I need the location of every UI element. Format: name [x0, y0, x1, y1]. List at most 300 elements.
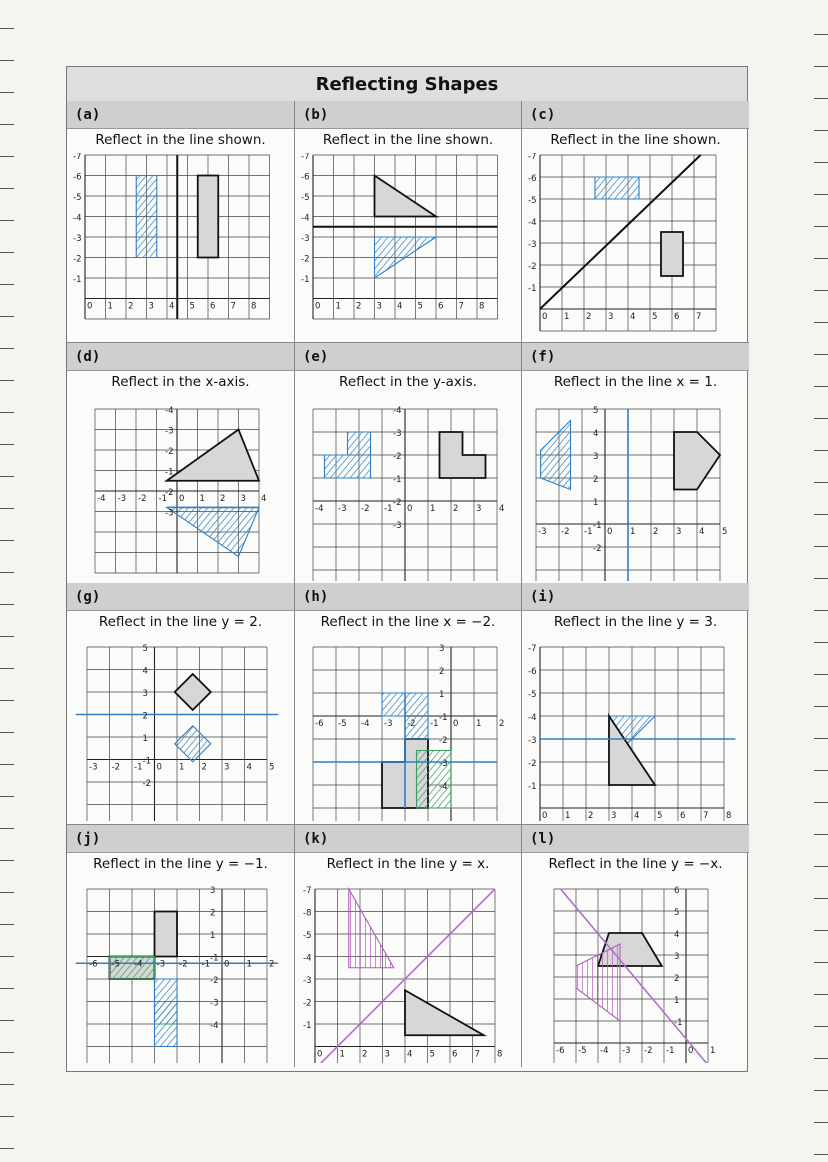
y-tick-label: 3 — [210, 886, 216, 896]
x-tick-label: 4 — [397, 301, 403, 312]
y-tick-label: -5 — [301, 193, 310, 203]
x-tick-label: 1 — [630, 527, 636, 537]
edge-tick — [0, 700, 14, 701]
x-tick-label: 3 — [476, 504, 482, 514]
edge-tick — [814, 578, 828, 579]
x-tick-label: 2 — [586, 312, 592, 322]
exercise-letter: (a) — [67, 101, 294, 129]
x-tick-label: -3 — [338, 504, 347, 514]
x-tick-label: 3 — [148, 301, 154, 312]
y-tick-label: -2 — [301, 254, 310, 265]
reflected-shape — [541, 421, 571, 490]
x-tick-label: -3 — [384, 719, 393, 729]
x-tick-label: -4 — [315, 504, 324, 514]
x-tick-label: -3 — [117, 494, 126, 504]
x-tick-label: 8 — [251, 301, 257, 312]
y-tick-label: -1 — [142, 756, 151, 767]
y-tick-label: -6 — [73, 172, 82, 183]
exercise-letter: (e) — [295, 343, 521, 371]
y-tick-label: -1 — [393, 475, 402, 485]
y-tick-label: -5 — [528, 196, 537, 206]
x-tick-label: 6 — [680, 811, 686, 821]
y-tick-label: -1 — [301, 275, 310, 285]
y-tick-label: 3 — [439, 644, 445, 654]
x-tick-label: 4 — [407, 1049, 413, 1060]
y-tick-label: -7 — [301, 153, 310, 162]
x-tick-label: -5 — [578, 1046, 587, 1056]
reflected-shape — [155, 979, 178, 1047]
exercise-cell — [295, 583, 522, 825]
coordinate-grid — [67, 153, 295, 339]
exercise-instruction: Reflect in the line x = 1. — [553, 374, 718, 390]
edge-tick — [0, 924, 14, 925]
y-tick-label: 5 — [674, 908, 680, 918]
y-tick-label: -4 — [73, 213, 82, 224]
y-tick-label: -1 — [593, 521, 602, 531]
x-tick-label: 3 — [676, 527, 682, 537]
worksheet-title: Reflecting Shapes — [67, 67, 747, 102]
y-tick-label: -2 — [210, 976, 219, 986]
x-tick-label: -1 — [384, 504, 393, 514]
y-tick-label: -2 — [303, 998, 312, 1009]
x-tick-label: 3 — [240, 494, 246, 504]
y-tick-label: -1 — [528, 284, 537, 294]
y-tick-label: 1 — [674, 996, 680, 1006]
edge-tick — [814, 738, 828, 739]
y-tick-label: -3 — [301, 234, 310, 244]
y-tick-label: 1 — [439, 690, 445, 700]
x-tick-label: -1 — [158, 494, 167, 504]
edge-tick — [814, 546, 828, 547]
y-tick-label: -2 — [142, 779, 151, 789]
y-tick-label: -3 — [210, 998, 219, 1009]
x-tick-label: 3 — [376, 301, 382, 312]
y-tick-label: -4 — [439, 782, 448, 792]
y-tick-label: -3 — [393, 521, 402, 531]
exercise-instruction: Reflect in the line y = 3. — [553, 614, 718, 630]
y-tick-label: 2 — [674, 974, 680, 984]
y-tick-label: -3 — [303, 976, 312, 986]
coordinate-grid — [522, 877, 749, 1063]
x-tick-label: -6 — [315, 719, 324, 729]
y-tick-label: -1 — [674, 1018, 683, 1028]
edge-tick — [814, 66, 828, 67]
x-tick-label: 8 — [497, 1049, 503, 1060]
x-tick-label: 0 — [407, 504, 413, 514]
reflected-shape — [349, 889, 394, 968]
y-tick-label: -2 — [165, 447, 174, 457]
y-tick-label: -8 — [303, 908, 312, 919]
exercise-cell — [295, 101, 522, 343]
edge-tick — [0, 1052, 14, 1053]
edge-tick — [814, 674, 828, 675]
x-tick-label: 2 — [201, 762, 207, 773]
edge-tick — [814, 962, 828, 963]
x-tick-label: 4 — [699, 527, 705, 537]
x-tick-label: -4 — [600, 1046, 609, 1056]
y-tick-label: -1 — [439, 713, 448, 723]
exercise-instruction: Reflect in the line shown. — [322, 132, 494, 148]
exercise-cell — [295, 825, 522, 1067]
x-tick-label: 2 — [362, 1049, 368, 1060]
edge-tick — [814, 834, 828, 835]
y-tick-label: 1 — [142, 734, 148, 744]
x-tick-label: 0 — [542, 312, 548, 322]
exercise-instruction: Reflect in the line y = −1. — [93, 856, 268, 872]
edge-tick — [814, 1154, 828, 1155]
x-tick-label: -6 — [556, 1046, 565, 1056]
exercise-instruction: Reflect in the line shown. — [550, 132, 721, 148]
exercise-cell — [67, 343, 295, 585]
y-tick-label: -4 — [210, 1021, 219, 1031]
x-tick-label: 7 — [474, 1049, 480, 1060]
x-tick-label: -2 — [179, 959, 188, 970]
x-tick-label: 7 — [230, 301, 236, 312]
edge-tick — [814, 34, 828, 35]
x-tick-label: 5 — [657, 811, 663, 821]
edge-tick — [0, 508, 14, 509]
edge-tick — [814, 866, 828, 867]
x-tick-label: 0 — [315, 301, 321, 312]
x-tick-label: 1 — [430, 504, 436, 514]
edge-tick — [0, 92, 14, 93]
y-tick-label: -1 — [210, 953, 219, 964]
x-tick-label: 1 — [339, 1049, 345, 1060]
edge-tick — [0, 476, 14, 477]
x-tick-label: 5 — [189, 301, 195, 312]
x-tick-label: 4 — [169, 301, 175, 312]
edge-tick — [0, 316, 14, 317]
edge-tick — [0, 156, 14, 157]
edge-tick — [814, 322, 828, 323]
edge-tick — [0, 220, 14, 221]
x-tick-label: -1 — [666, 1046, 675, 1056]
y-tick-label: -2 — [393, 452, 402, 462]
edge-tick — [0, 1148, 14, 1149]
y-tick-label: -1 — [73, 275, 82, 285]
edge-tick — [0, 956, 14, 957]
coordinate-grid — [522, 153, 749, 339]
x-tick-label: 0 — [87, 301, 93, 312]
exercise-letter: (j) — [67, 825, 294, 853]
edge-tick — [0, 860, 14, 861]
x-tick-label: -1 — [134, 762, 143, 773]
x-tick-label: 0 — [453, 719, 459, 729]
object-shape — [167, 430, 259, 481]
x-tick-label: 0 — [688, 1046, 694, 1056]
exercise-letter: (f) — [522, 343, 749, 371]
x-tick-label: 0 — [317, 1049, 323, 1060]
x-tick-label: 8 — [726, 811, 732, 821]
coordinate-grid — [295, 395, 522, 581]
y-tick-label: -7 — [73, 153, 82, 162]
object-shape — [198, 176, 219, 258]
edge-tick — [814, 1026, 828, 1027]
exercise-cell — [67, 583, 295, 825]
y-tick-label: -2 — [439, 736, 448, 746]
edge-tick — [0, 444, 14, 445]
edge-tick — [0, 124, 14, 125]
edge-tick — [0, 380, 14, 381]
y-tick-label: -3 — [528, 240, 537, 250]
x-tick-label: 2 — [269, 959, 275, 970]
exercise-letter: (h) — [295, 583, 521, 611]
exercise-cell — [522, 825, 749, 1067]
x-tick-label: 4 — [261, 494, 267, 504]
y-tick-label: 3 — [674, 952, 680, 962]
y-tick-label: -5 — [73, 193, 82, 203]
x-tick-label: 1 — [335, 301, 341, 312]
coordinate-grid — [522, 635, 749, 821]
x-tick-label: 2 — [588, 811, 594, 821]
x-tick-label: -4 — [97, 494, 106, 504]
edge-tick — [814, 1122, 828, 1123]
x-tick-label: 5 — [429, 1049, 435, 1060]
x-tick-label: -6 — [89, 959, 98, 970]
y-tick-label: 1 — [593, 498, 599, 508]
x-tick-label: 4 — [630, 312, 636, 322]
worksheet — [66, 66, 748, 1072]
x-tick-label: 6 — [674, 312, 680, 322]
edge-tick — [0, 732, 14, 733]
x-tick-label: 1 — [199, 494, 205, 504]
edge-tick — [814, 98, 828, 99]
x-tick-label: 1 — [710, 1046, 716, 1056]
edge-tick — [814, 1058, 828, 1059]
x-tick-label: 3 — [224, 762, 230, 773]
x-tick-label: -4 — [361, 719, 370, 729]
coordinate-grid — [67, 635, 295, 821]
x-tick-label: 1 — [476, 719, 482, 729]
x-tick-label: 1 — [179, 762, 185, 773]
y-tick-label: -3 — [439, 759, 448, 769]
y-tick-label: -5 — [528, 690, 537, 700]
y-tick-label: 4 — [593, 429, 599, 439]
y-tick-label: -2 — [593, 544, 602, 554]
x-tick-label: -2 — [644, 1046, 653, 1056]
y-tick-label: -4 — [303, 953, 312, 964]
x-tick-label: 5 — [652, 312, 658, 322]
x-tick-label: 2 — [453, 504, 459, 514]
edge-tick — [814, 994, 828, 995]
x-tick-label: 4 — [499, 504, 505, 514]
edge-tick — [814, 258, 828, 259]
y-tick-label: -3 — [528, 736, 537, 746]
exercise-cell — [522, 343, 749, 585]
edge-tick — [0, 284, 14, 285]
edge-tick — [0, 28, 14, 29]
y-tick-label: 6 — [674, 886, 680, 896]
exercise-letter: (b) — [295, 101, 521, 129]
y-tick-label: -7 — [528, 644, 537, 654]
y-tick-label: -3 — [393, 429, 402, 439]
exercise-instruction: Reflect in the line x = −2. — [320, 614, 496, 630]
y-tick-label: -4 — [301, 213, 310, 224]
x-tick-label: 4 — [634, 811, 640, 821]
x-tick-label: -1 — [430, 719, 439, 729]
x-tick-label: -2 — [407, 719, 416, 729]
edge-tick — [814, 354, 828, 355]
x-tick-label: -3 — [622, 1046, 631, 1056]
x-tick-label: 1 — [564, 312, 570, 322]
object-shape — [674, 432, 720, 490]
coordinate-grid — [295, 635, 522, 821]
edge-tick — [814, 386, 828, 387]
edge-tick — [0, 988, 14, 989]
edge-tick — [0, 188, 14, 189]
y-tick-label: -6 — [301, 172, 310, 183]
exercise-cell — [295, 343, 522, 585]
x-tick-label: 6 — [210, 301, 216, 312]
x-tick-label: 2 — [499, 719, 505, 729]
exercise-letter: (k) — [295, 825, 521, 853]
edge-tick — [814, 610, 828, 611]
y-tick-label: 4 — [674, 930, 680, 940]
x-tick-label: -2 — [138, 494, 147, 504]
coordinate-grid — [67, 877, 295, 1063]
edge-tick — [814, 450, 828, 451]
exercise-cell — [522, 583, 749, 825]
object-shape — [440, 432, 486, 478]
y-tick-label: -2 — [73, 254, 82, 265]
edge-tick — [0, 892, 14, 893]
x-tick-label: 4 — [246, 762, 252, 773]
y-tick-label: -3 — [165, 426, 174, 437]
x-tick-label: -2 — [561, 527, 570, 537]
edge-tick — [0, 1084, 14, 1085]
y-tick-label: 4 — [142, 666, 148, 677]
edge-tick — [814, 418, 828, 419]
exercise-cell — [67, 101, 295, 343]
y-tick-label: -1 — [165, 467, 174, 478]
exercise-instruction: Reflect in the line y = −x. — [548, 856, 723, 872]
coordinate-grid — [67, 395, 295, 581]
edge-tick — [0, 572, 14, 573]
coordinate-grid — [295, 877, 522, 1063]
y-tick-label: 3 — [142, 689, 148, 699]
edge-tick — [0, 668, 14, 669]
y-tick-label: 5 — [142, 644, 148, 654]
x-tick-label: -3 — [156, 959, 165, 970]
exercise-cell — [522, 101, 749, 343]
exercise-instruction: Reflect in the line shown. — [95, 132, 266, 148]
edge-tick — [814, 290, 828, 291]
x-tick-label: 6 — [438, 301, 444, 312]
x-tick-label: 5 — [722, 527, 728, 537]
x-tick-label: -3 — [538, 527, 547, 537]
exercise-instruction: Reflect in the y-axis. — [339, 374, 477, 390]
x-tick-label: -4 — [134, 959, 143, 970]
x-tick-label: 7 — [703, 811, 709, 821]
edge-tick — [0, 764, 14, 765]
x-tick-label: 5 — [417, 301, 423, 312]
coordinate-grid — [295, 153, 522, 339]
x-tick-label: -2 — [361, 504, 370, 514]
edge-tick — [0, 412, 14, 413]
edge-tick — [0, 828, 14, 829]
edge-tick — [814, 514, 828, 515]
x-tick-label: 2 — [653, 527, 659, 537]
y-tick-label: 5 — [593, 406, 599, 416]
y-tick-label: -4 — [528, 713, 537, 723]
y-tick-label: -1 — [528, 782, 537, 792]
x-tick-label: -2 — [111, 762, 120, 773]
edge-tick — [0, 540, 14, 541]
edge-tick — [814, 194, 828, 195]
y-tick-label: -6 — [528, 174, 537, 184]
y-tick-label: -3 — [165, 508, 174, 519]
edge-tick — [0, 252, 14, 253]
x-tick-label: 0 — [607, 527, 613, 537]
x-tick-label: -5 — [338, 719, 347, 729]
y-tick-label: -7 — [528, 153, 537, 162]
y-tick-label: -4 — [393, 406, 402, 416]
edge-tick — [814, 770, 828, 771]
y-tick-label: -2 — [528, 759, 537, 769]
exercise-letter: (d) — [67, 343, 294, 371]
x-tick-label: 2 — [356, 301, 362, 312]
x-tick-label: -1 — [584, 527, 593, 537]
exercise-letter: (l) — [522, 825, 749, 853]
edge-tick — [814, 642, 828, 643]
y-tick-label: -7 — [303, 886, 312, 896]
exercise-instruction: Reflect in the line y = x. — [326, 856, 490, 872]
y-tick-label: -5 — [303, 931, 312, 941]
edge-tick — [814, 706, 828, 707]
y-tick-label: -4 — [165, 406, 174, 416]
exercise-letter: (i) — [522, 583, 749, 611]
edge-tick — [814, 802, 828, 803]
y-tick-label: -2 — [528, 262, 537, 272]
x-tick-label: 0 — [224, 959, 230, 970]
x-tick-label: 3 — [384, 1049, 390, 1060]
x-tick-label: -1 — [201, 959, 210, 970]
y-tick-label: 2 — [142, 711, 148, 722]
x-tick-label: 1 — [246, 959, 252, 970]
x-tick-label: 1 — [565, 811, 571, 821]
y-tick-label: 1 — [210, 931, 216, 941]
edge-tick — [0, 60, 14, 61]
y-tick-label: -4 — [528, 218, 537, 228]
reflected-shape — [595, 177, 639, 199]
x-tick-label: -5 — [111, 959, 120, 970]
y-tick-label: 2 — [439, 667, 445, 677]
edge-tick — [814, 930, 828, 931]
x-tick-label: 7 — [458, 301, 464, 312]
exercise-letter: (g) — [67, 583, 294, 611]
x-tick-label: 3 — [611, 811, 617, 821]
reflected-shape — [136, 176, 157, 258]
reflected-shape — [175, 726, 211, 762]
edge-tick — [0, 604, 14, 605]
edge-tick — [814, 482, 828, 483]
exercise-letter: (c) — [522, 101, 749, 129]
exercise-instruction: Reflect in the x-axis. — [111, 374, 250, 390]
x-tick-label: 6 — [452, 1049, 458, 1060]
y-tick-label: 2 — [210, 908, 216, 919]
edge-tick — [814, 130, 828, 131]
x-tick-label: 2 — [220, 494, 226, 504]
y-tick-label: -3 — [73, 234, 82, 244]
edge-tick — [0, 796, 14, 797]
coordinate-grid — [522, 395, 749, 581]
edge-tick — [814, 898, 828, 899]
edge-tick — [814, 162, 828, 163]
x-tick-label: 8 — [479, 301, 485, 312]
x-tick-label: 0 — [179, 494, 185, 504]
x-tick-label: 1 — [107, 301, 113, 312]
edge-tick — [814, 226, 828, 227]
